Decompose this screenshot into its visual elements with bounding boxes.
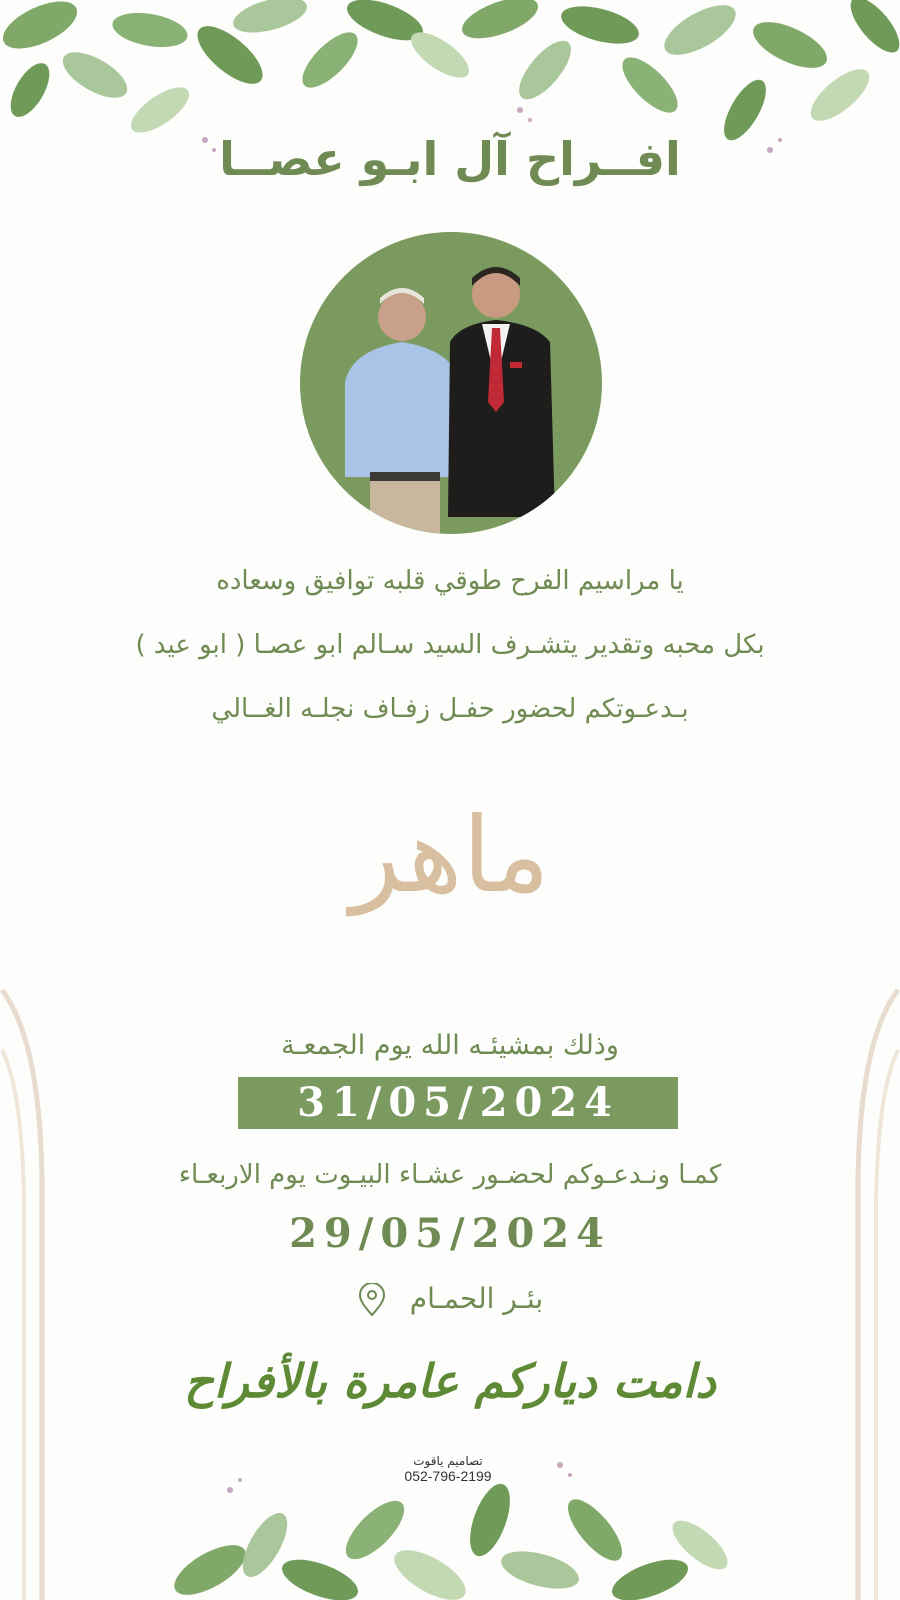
location-pin-icon	[357, 1283, 387, 1317]
invitation-verse: بـدعـوتكم لحضور حفـل زفـاف نجلـه الغــالي	[211, 694, 689, 724]
groom-name: ماهر	[350, 794, 550, 916]
invitation-verse: يا مراسيم الفرح طوقي قلبه توافيق وسعاده	[216, 566, 684, 596]
designer-phone: 052-796-2199	[404, 1468, 492, 1484]
closing-blessing: دامت دياركم عامرة بالأفراح	[184, 1354, 716, 1408]
portrait-illustration	[300, 232, 602, 534]
wedding-date: 31/05/2024	[238, 1077, 678, 1129]
dinner-day-line: كمـا ونـدعـوكم لحضـور عشـاء البيـوت يوم الاربعـاء	[178, 1160, 722, 1190]
invitation-verse: بكل محبه وتقدير يتشـرف السيد سـالم ابو عصـا ( ابو عيد )	[135, 630, 765, 660]
bottom-foliage	[170, 1450, 730, 1600]
portrait-photo	[300, 232, 602, 534]
location	[0, 1282, 900, 1317]
designer-name: تصاميم ياقوت	[413, 1454, 483, 1468]
dinner-date: 29/05/2024	[289, 1210, 611, 1257]
location-label: بئـر الحمـام	[409, 1282, 544, 1315]
page-title: افــراح آل ابـو عصــا	[219, 132, 681, 186]
wedding-day-line: وذلك بمشيئـه الله يوم الجمعـة	[281, 1030, 619, 1061]
